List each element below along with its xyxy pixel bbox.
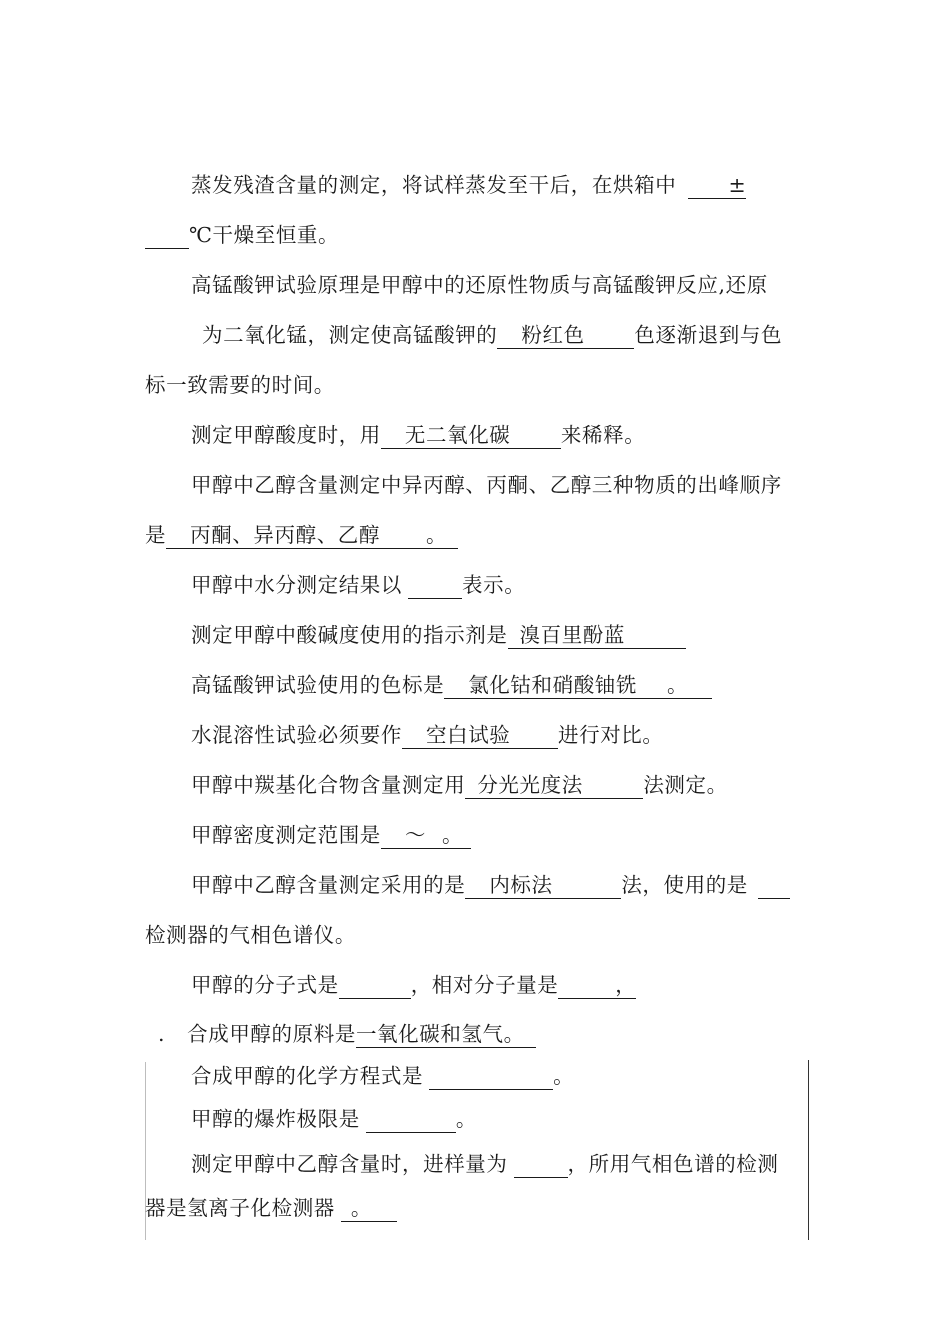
q13-line: . 合成甲醇的原料是一氧化碳和氢气。 [158, 1019, 536, 1049]
q4-answer-blank: 丙酮、异丙醇、乙醇 。 [166, 520, 458, 549]
q8-line: 水混溶性试验必须要作 空白试验 进行对比。 [191, 720, 664, 750]
q15-blank [366, 1104, 456, 1133]
q1-blank-1: ± [688, 170, 746, 199]
q10-line: 甲醇密度测定范围是 ～ 。 [191, 820, 471, 850]
q14-blank [429, 1061, 553, 1090]
q5-blank [408, 570, 462, 599]
q11-blank-2 [758, 870, 790, 899]
q9-answer-blank: 分光光度法 [465, 770, 643, 799]
q7-answer-blank: 氯化钴和硝酸铀铣 。 [444, 670, 712, 699]
q2-line3: 标一致需要的时间。 [145, 373, 335, 397]
q16-line2: 器是氢离子化检测器 。 [145, 1193, 397, 1223]
q13-answer-blank: 一氧化碳和氢气。 [356, 1019, 536, 1048]
q7-line: 高锰酸钾试验使用的色标是 氯化钴和硝酸铀铣 。 [191, 670, 712, 700]
q11-line2: 检测器的气相色谱仪。 [145, 923, 356, 947]
q1-line1: 蒸发残渣含量的测定，将试样蒸发至干后，在烘箱中 ± [191, 170, 746, 200]
q12-line: 甲醇的分子式是 ，相对分子量是 ， [191, 970, 636, 1000]
q12-blank-1 [339, 970, 411, 999]
q16-blank-2: 。 [341, 1193, 397, 1222]
q14-line: 合成甲醇的化学方程式是 。 [191, 1061, 574, 1091]
q10-answer-blank: ～ 。 [381, 820, 471, 849]
q6-line: 测定甲醇中酸碱度使用的指示剂是 溴百里酚蓝 [191, 620, 686, 650]
q1-blank-2 [145, 220, 189, 249]
q12-blank-2: ， [558, 970, 636, 999]
q5-line: 甲醇中水分测定结果以 表示。 [191, 570, 525, 600]
q4-line2: 是 丙酮、异丙醇、乙醇 。 [145, 520, 458, 550]
q6-answer-blank: 溴百里酚蓝 [508, 620, 686, 649]
q11-line1: 甲醇中乙醇含量测定采用的是 内标法 法，使用的是 [191, 870, 790, 900]
q1-line2: ℃干燥至恒重。 [145, 220, 339, 250]
q16-line1: 测定甲醇中乙醇含量时，进样量为 ，所用气相色谱的检测 [191, 1149, 779, 1179]
q2-answer-blank: 粉红色 [497, 320, 634, 349]
q15-line: 甲醇的爆炸极限是 。 [191, 1104, 477, 1134]
q4-line1: 甲醇中乙醇含量测定中异丙醇、丙酮、乙醇三种物质的出峰顺序 [191, 473, 782, 497]
q11-answer-blank: 内标法 [465, 870, 621, 899]
q3-answer-blank: 无二氧化碳 [381, 420, 561, 449]
q3-line: 测定甲醇酸度时，用 无二氧化碳 来稀释。 [191, 420, 645, 450]
q9-line: 甲醇中羰基化合物含量测定用 分光光度法 法测定。 [191, 770, 728, 800]
frame-right-line [808, 1060, 809, 1240]
q2-line1: 高锰酸钾试验原理是甲醇中的还原性物质与高锰酸钾反应,还原 [191, 273, 768, 297]
q8-answer-blank: 空白试验 [402, 720, 558, 749]
q16-blank-1 [514, 1149, 568, 1178]
q2-line2: 为二氧化锰，测定使高锰酸钾的 粉红色 色逐渐退到与色 [202, 320, 782, 350]
